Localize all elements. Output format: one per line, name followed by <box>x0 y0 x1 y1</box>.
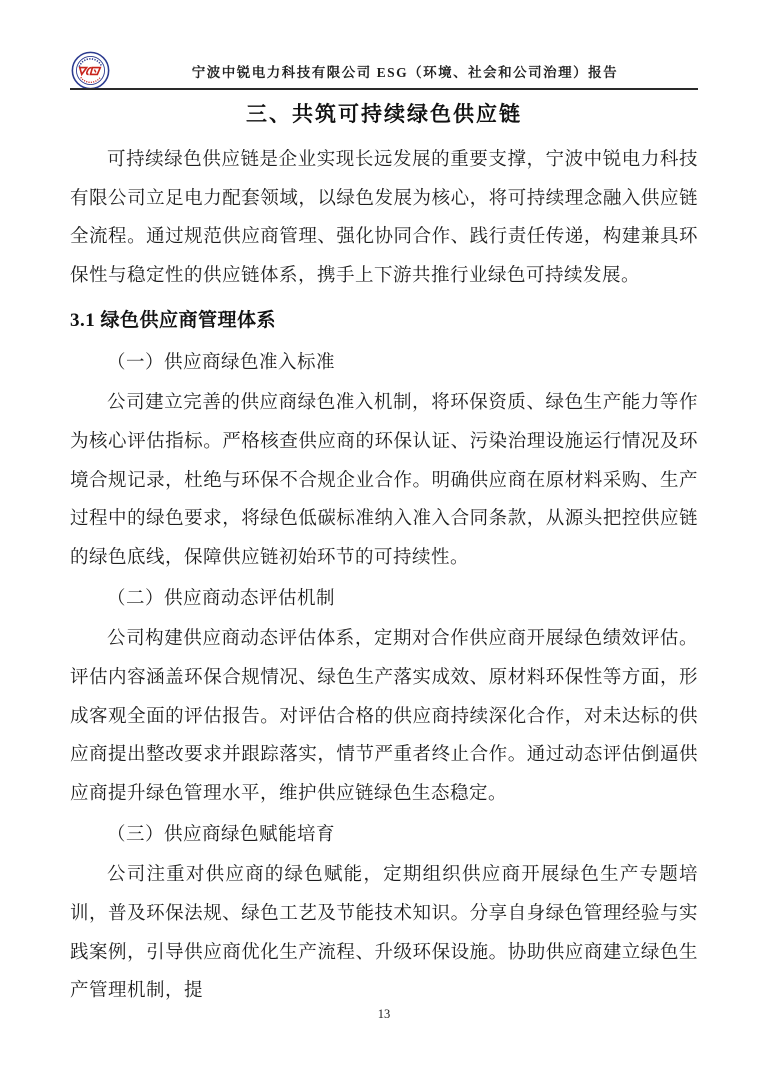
subsection-3-title: （三）供应商绿色赋能培育 <box>107 825 336 846</box>
chapter-title: 三、共筑可持续绿色供应链 <box>246 102 522 126</box>
subsection-3 <box>70 815 698 1010</box>
subsection-2 <box>70 579 698 813</box>
subsection-3-body: 公司注重对供应商的绿色赋能，定期组织供应商开展绿色生产专题培训，普及环保法规、绿色工艺及节能技术知识。分享自身绿色管理经验与实践案例，引导供应商优化生产流程、升级环保设施。协助供应商建立绿色生产管理机制，提 <box>70 865 698 1002</box>
header-report-title: 宁波中锐电力科技有限公司 ESG（环境、社会和公司治理）报告 <box>191 65 619 80</box>
subsection-2-title: （二）供应商动态评估机制 <box>107 589 336 610</box>
company-logo-icon <box>71 51 110 90</box>
header-divider <box>70 88 698 90</box>
subsection-2-body: 公司构建供应商动态评估体系，定期对合作供应商开展绿色绩效评估。评估内容涵盖环保合规情况、绿色生产落实成效、原材料环保性等方面，形成客观全面的评估报告。对评估合格的供应商持续深化合作，对未达标的供应商提出整改要求并跟踪落实，情节严重者终止合作。通过动态评估倒逼供应商提升绿色管理水平，维护供应链绿色生态稳定。 <box>70 629 698 804</box>
intro-paragraph: 可持续绿色供应链是企业实现长远发展的重要支撑，宁波中锐电力科技有限公司立足电力配套领域，以绿色发展为核心，将可持续理念融入供应链全流程。通过规范供应商管理、强化协同合作、践行责任传递，构建兼具环保性与稳定性的供应链体系，携手上下游共推行业绿色可持续发展。 <box>70 150 698 286</box>
page-number: 13 <box>377 1007 391 1021</box>
subsection-1-title: （一）供应商绿色准入标准 <box>107 353 336 374</box>
section-heading: 3.1 绿色供应商管理体系 <box>70 310 277 332</box>
subsection-1 <box>70 343 698 577</box>
document-content <box>70 100 698 1011</box>
subsection-1-body: 公司建立完善的供应商绿色准入机制，将环保资质、绿色生产能力等作为核心评估指标。严格核查供应商的环保认证、污染治理设施运行情况及环境合规记录，杜绝与环保不合规企业合作。明确供应商在原材料采购、生产过程中的绿色要求，将绿色低碳标准纳入准入合同条款，从源头把控供应链的绿色底线，保障供应链初始环节的可持续性。 <box>70 393 698 568</box>
